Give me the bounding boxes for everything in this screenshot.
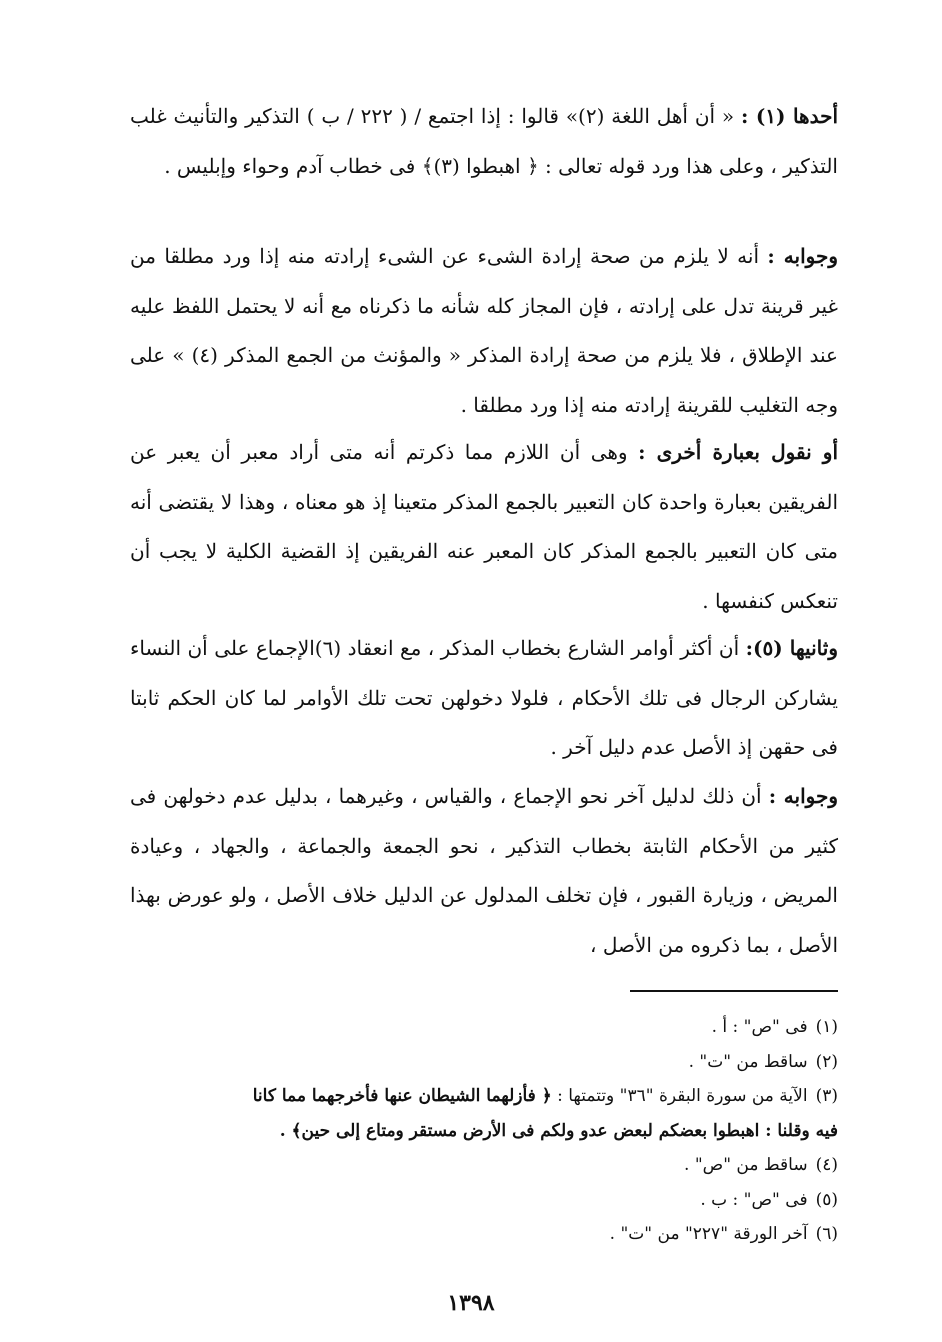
paragraph-text: أن ذلك لدليل آخر نحو الإجماع ، والقياس ، وغيرهما ، بدليل عدم دخولهن فى كثير من الأحكام الثابتة بخطاب التذكير ، نحو الجمعة والجماعة ، والجهاد ، وعيادة المريض ، وزيارة القبور ، فإن تخلف المدلول عن الدليل خلاف الأصل ، ولو عورض بهذا الأصل ، بما ذكروه من الأصل ، [130, 784, 838, 957]
footnotes-list [98, 1010, 838, 1252]
footnote-item [98, 1148, 838, 1183]
footnote-text: ساقط من "ص" . [684, 1155, 808, 1175]
footnote-number: (٢) [815, 1051, 838, 1072]
paragraph-first-answer [130, 232, 838, 430]
footnote-item [98, 1010, 838, 1045]
footnote-text: آخر الورقة "٢٢٧" من "ت" . [609, 1224, 808, 1244]
paragraph-heading: وجوابه : [768, 784, 838, 808]
paragraph-first-argument [130, 92, 838, 191]
paragraph-text: « أن أهل اللغة (٢)» قالوا : إذا اجتمع / ( ٢٢٢ / ب ) التذكير والتأنيث غلب التذكير ، وعلى هذا ورد قوله تعالى : ﴿ اهبطوا (٣)﴾ فى خطاب آدم وحواء وإبليس . [130, 104, 838, 178]
paragraph-second-argument [130, 624, 838, 773]
footnote-item [98, 1045, 838, 1080]
paragraph-heading: أو نقول بعبارة أخرى : [638, 440, 838, 464]
paragraph-heading: وثانيها (٥): [745, 636, 838, 660]
paragraph-heading: أحدها (١) : [741, 104, 839, 128]
footnote-item [98, 1079, 838, 1114]
footnote-number: (٤) [815, 1155, 838, 1175]
footnote-continuation: فيه وقلنا : اهبطوا بعضكم لبعض عدو ولكم فى الأرض مستقر ومتاع إلى حين﴾ . [279, 1120, 838, 1141]
footnote-number: (٦) [815, 1224, 838, 1244]
footnote-text: ساقط من "ت" . [688, 1051, 808, 1072]
footnote-text: الآية من سورة البقرة "٣٦" وتتمتها : [557, 1086, 808, 1106]
paragraph-text: أنه لا يلزم من صحة إرادة الشىء عن الشىء إرادته منه إذا ورد مطلقا من غير قرينة تدل على إرادته ، فإن المجاز كله شأنه ما ذكرناه مع أنه لا يحتمل اللفظ عليه عند الإطلاق ، فلا يلزم من صحة إرادة المذكر « والمؤنث من الجمع المذكر (٤) » على وجه التغليب للقرينة إرادته منه إذا ورد مطلقا . [130, 244, 838, 417]
footnote-item [98, 1183, 838, 1218]
footnote-quran-quote: ﴿ فأزلهما الشيطان عنها فأخرجهما مما كانا [252, 1086, 552, 1106]
footnote-number: (٥) [815, 1189, 838, 1210]
paragraph-text: أن أكثر أوامر الشارع بخطاب المذكر ، مع انعقاد (٦)الإجماع على أن النساء يشاركن الرجال فى تلك الأحكام ، فلولا دخولهن تحت تلك الأوامر لما كان الحكم ثابتا فى حقهن إذ الأصل عدم دليل آخر . [130, 636, 838, 759]
paragraph-heading: وجوابه : [767, 244, 839, 268]
footnote-text: فى "ص" : أ . [711, 1017, 808, 1037]
footnote-item [98, 1217, 838, 1252]
footnote-number: (٣) [815, 1086, 838, 1106]
footnote-text: فى "ص" : ب . [700, 1189, 808, 1210]
paragraph-alternative-wording [130, 428, 838, 626]
paragraph-second-answer [130, 772, 838, 970]
paragraph-text: وهى أن اللازم مما ذكرتم أنه متى أراد معبر أن يعبر عن الفريقين بعبارة واحدة كان التعبير بالجمع المذكر متعينا إذ هو معناه ، وهذا لا يقتضى أنه متى كان التعبير بالجمع المذكر كان المعبر عنه الفريقين إذ القضية الكلية لا يجب أن تنعكس كنفسها . [130, 440, 839, 613]
footnote-number: (١) [815, 1017, 838, 1037]
footnote-divider [630, 990, 838, 992]
page-number: ١٣٩٨ [447, 1290, 495, 1316]
